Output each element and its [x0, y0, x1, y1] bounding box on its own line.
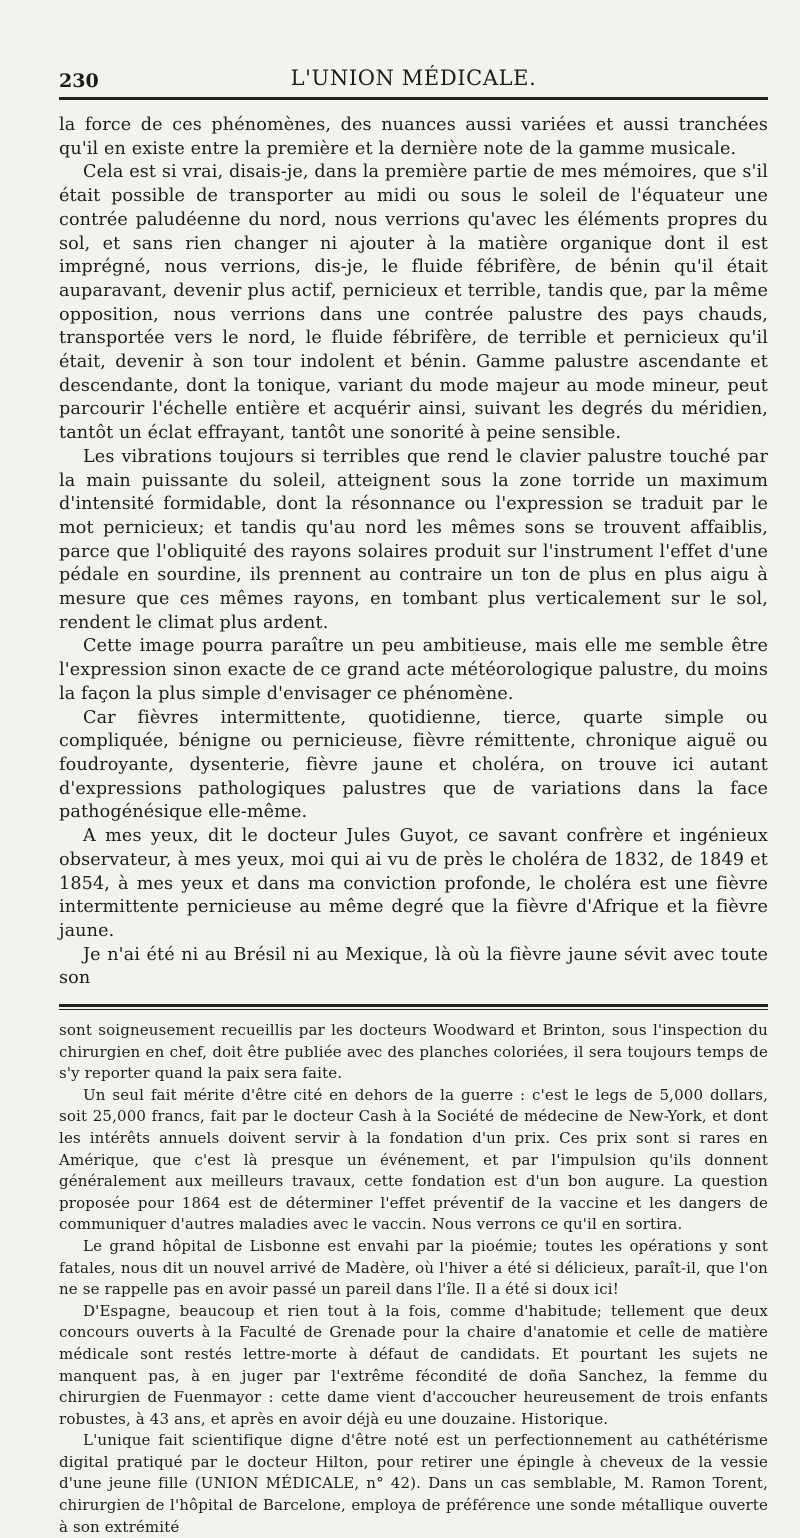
notes-paragraph: L'unique fait scientifique digne d'être noté est un perfectionnement au cathétérisme digital pratiqué par le docteur Hilton, pour retirer une épingle à cheveux de la vessie d'une jeune fille (UNION MÉDICALE, n° 42). Dans un cas semblable, M. Ramon Torent, chirurgien de l'hôpital de Barcelone, employa de préférence une sonde métallique ouverte à son extrémité [59, 1431, 768, 1536]
main-paragraph: Les vibrations toujours si terribles que rend le clavier palustre touché par la main puissante du soleil, atteignent sous la zone torride un maximum d'intensité formidable, dont la résonnance ou l'expression se traduit par le mot pernicieux; et tandis qu'au nord les mêmes sons se trouvent affaiblis, parce que l'obliquité des rayons solaires produit sur l'instrument l'effet d'une pédale en sourdine, ils prennent au contraire un ton de plus en plus aigu à mesure que ces mêmes rayons, en tombant plus verticalement sur le sol, rendent le climat plus ardent. [59, 446, 768, 633]
notes-paragraph: sont soigneusement recueillis par les docteurs Woodward et Brinton, sous l'inspection du chirurgien en chef, doit être publiée avec des planches coloriées, il sera toujours temps de s'y reporter quand la paix sera faite. [59, 1021, 768, 1083]
header-rule [59, 97, 768, 100]
notes-paragraph: Le grand hôpital de Lisbonne est envahi par la pioémie; toutes les opérations y sont fatales, nous dit un nouvel arrivé de Madère, où l'hiver a été si délicieux, paraît-il, que l'on ne se rappelle pas en avoir passé un pareil dans l'île. Il a été si doux ici! [59, 1236, 768, 1299]
page-number: 230 [59, 70, 99, 92]
main-paragraph: Car fièvres intermittente, quotidienne, tierce, quarte simple ou compliquée, bénigne ou pernicieuse, fièvre rémittente, chronique aiguë ou foudroyante, dysenterie, fièvre jaune et choléra, on trouve ici autant d'expressions pathologiques palustres que de variations dans la face pathogénésique elle-même. [59, 707, 768, 823]
main-paragraph: la force de ces phénomènes, des nuances aussi variées et aussi tranchées qu'il en existe entre la première et la dernière note de la gamme musicale. [59, 115, 768, 159]
main-paragraph: Cela est si vrai, disais-je, dans la première partie de mes mémoires, que s'il était possible de transporter au midi ou sous le soleil de l'équateur une contrée paludéenne du nord, nous verrions qu'avec les éléments propres du sol, et sans rien changer ni ajouter à la matière organique dont il est imprégné, nous verrions, dis-je, le fluide fébrifère, de bénin qu'il était auparavant, devenir plus actif, pernicieux et terrible, tandis que, par la même opposition, nous verrions dans une contrée palustre des pays chauds, transportée vers le nord, le fluide fébrifère, de terrible et pernicieux qu'il était, devenir à son tour indolent et bénin. Gamme palustre ascendante et descendante, dont la tonique, variant du mode majeur au mode mineur, peut parcourir l'échelle entière et acquérir ainsi, suivant les degrés du méridien, tantôt un éclat effrayant, tantôt une sonorité à peine sensible. [59, 162, 768, 444]
feuilleton-text [59, 1020, 768, 1538]
main-paragraph: Je n'ai été ni au Brésil ni au Mexique, là où la fièvre jaune sévit avec toute son [59, 944, 768, 989]
page-header [59, 64, 768, 92]
running-title: L'UNION MÉDICALE. [290, 66, 537, 90]
main-paragraph: A mes yeux, dit le docteur Jules Guyot, ce savant confrère et ingénieux observateur, à mes yeux, moi qui ai vu de près le choléra de 1832, de 1849 et 1854, à mes yeux et dans ma conviction profonde, le choléra est une fièvre intermittente pernicieuse au même degré que la fièvre d'Afrique et la fièvre jaune. [59, 826, 768, 941]
main-paragraph: Cette image pourra paraître un peu ambitieuse, mais elle me semble être l'expression sinon exacte de ce grand acte météorologique palustre, du moins la façon la plus simple d'envisager ce phénomène. [59, 636, 768, 704]
section-separator [59, 1004, 768, 1010]
notes-paragraph: Un seul fait mérite d'être cité en dehors de la guerre : c'est le legs de 5,000 dollars, soit 25,000 francs, fait par le docteur Cash à la Société de médecine de New-York, et dont les intérêts annuels doivent servir à la fondation d'un prix. Ces prix sont si rares en Amérique, que c'est là presque un événement, et par l'impulsion qu'ils donnent généralement aux meilleurs travaux, cette fondation est d'un bon augure. La question proposée pour 1864 est de déterminer l'effet préventif de la vaccine et les dangers de communiquer d'autres maladies avec le vaccin. Nous verrons ce qu'il en sortira. [59, 1085, 768, 1234]
main-text [59, 114, 768, 991]
notes-paragraph: D'Espagne, beaucoup et rien tout à la fois, comme d'habitude; tellement que deux concours ouverts à la Faculté de Grenade pour la chaire d'anatomie et celle de matière médicale sont restés lettre-morte à défaut de candidats. Et pourtant les sujets ne manquent pas, à en juger par l'extrême fécondité de doña Sanchez, la femme du chirurgien de Fuenmayor : cette dame vient d'accoucher heureusement de trois enfants robustes, à 43 ans, et après en avoir déjà eu une douzaine. Historique. [59, 1301, 768, 1428]
